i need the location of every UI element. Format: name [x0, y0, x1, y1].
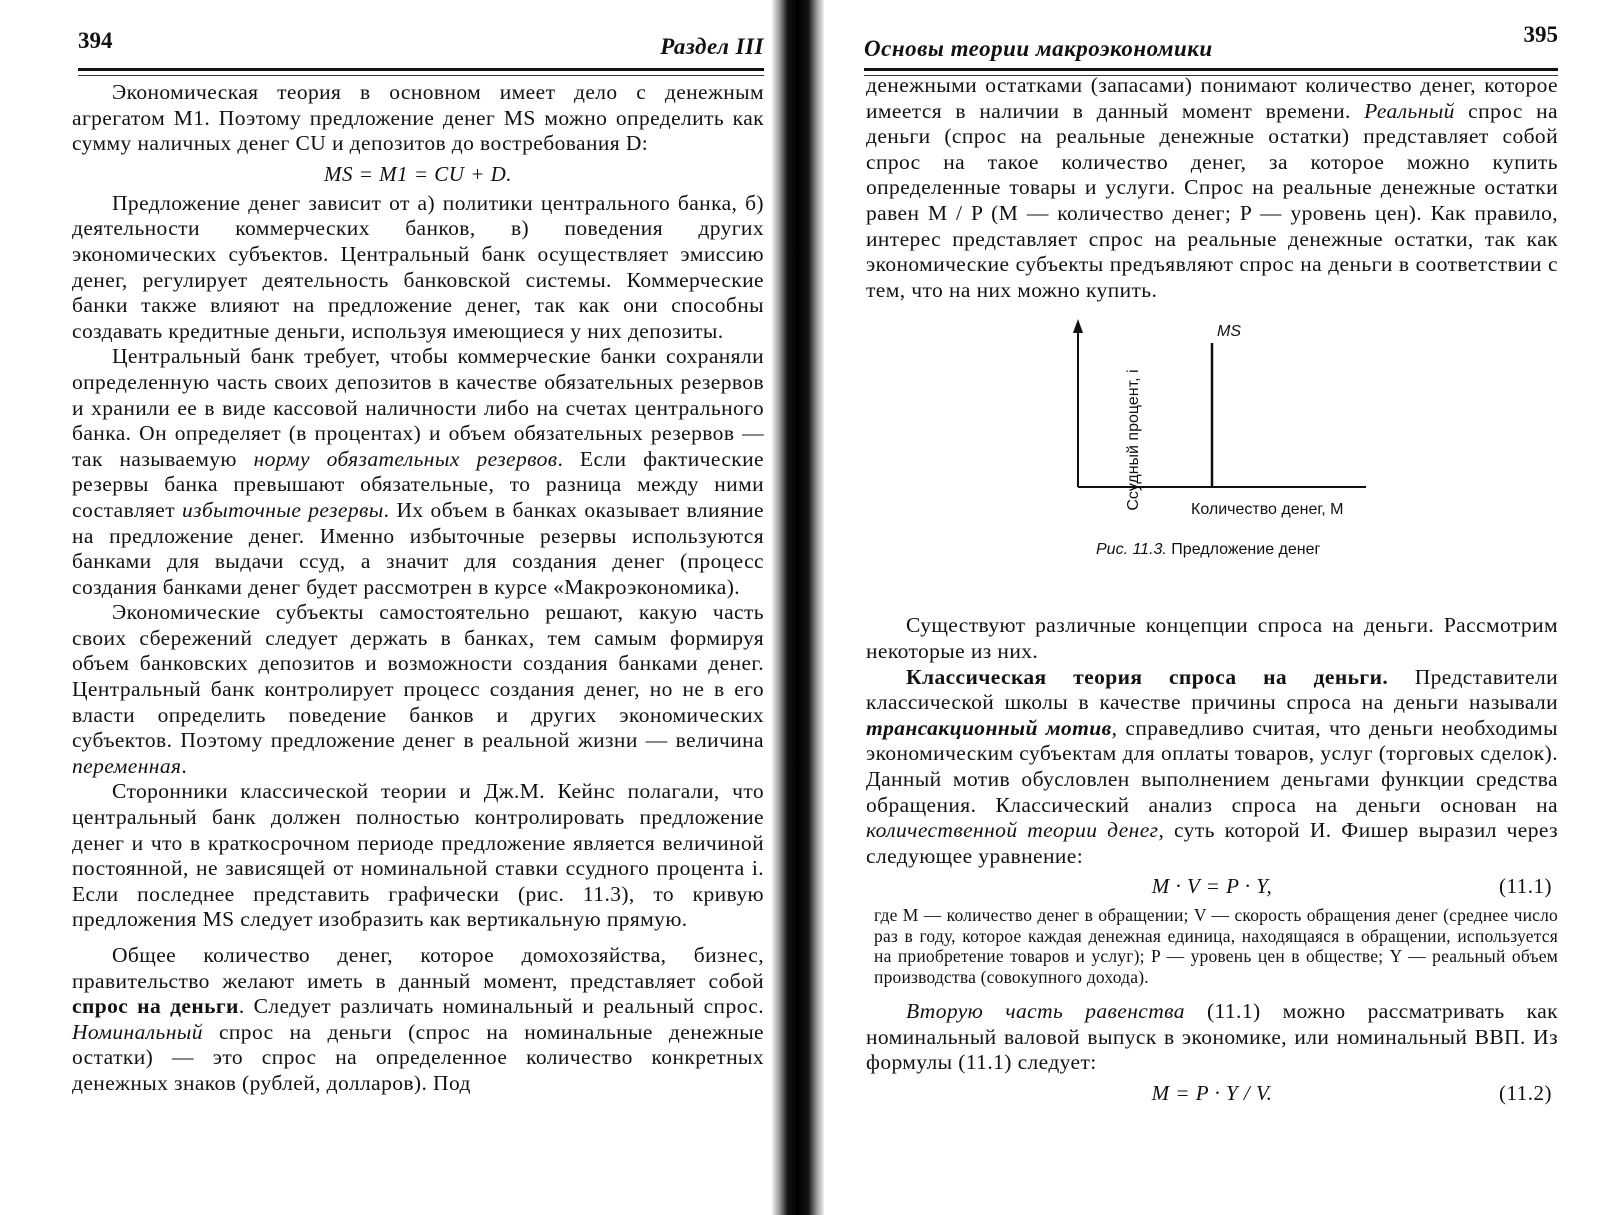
left-page-body: [72, 80, 764, 1097]
bold-term: Классическая теория спроса на деньги.: [906, 664, 1389, 689]
figure-money-supply: [866, 315, 1558, 605]
page-number: 394: [78, 28, 113, 53]
term: избыточные резервы: [182, 497, 384, 522]
text-run: , суть которой И. Фишер выразил через следующее уравнение:: [866, 818, 1558, 868]
y-axis-label: Ссудный процент, i: [1125, 369, 1142, 511]
formula-note: [874, 905, 1558, 987]
paragraph: [866, 665, 1558, 870]
term: норму обязательных резервов: [253, 446, 558, 471]
text-run: . Их объем в банках оказывает влияние на предложение денег. Именно избыточные резервы используются банками для выдачи ссуд, а значит для создания денег (процесс создания банками денег будет рассмотрен в курсе «Макроэкономика).: [72, 497, 764, 599]
text-run: (11.1) можно рассматривать как номинальный валовой выпуск в экономике, или номинальный ВВП. Из формулы (11.1) следует:: [866, 999, 1558, 1075]
term: Вторую часть равенства: [906, 999, 1185, 1024]
left-page-header: [78, 22, 764, 71]
formula-text: M = P · Y / V.: [1151, 1081, 1273, 1106]
running-title: Раздел III: [660, 34, 764, 59]
paragraph: [72, 943, 764, 1097]
formula-text: M · V = P · Y,: [1151, 874, 1273, 899]
term: переменная: [72, 753, 182, 778]
x-axis-label: Количество денег, M: [1191, 501, 1344, 519]
paragraph: Экономическая теория в основном имеет дело с денежным агрегатом М1. Поэтому предложение денег MS можно определить как сумму наличных денег CU и депозитов до востребования D:: [72, 80, 764, 156]
term: Реальный: [1364, 98, 1455, 123]
text-run: спрос на деньги (спрос на реальные денежные остатки) представляет собой спрос на такое количество денег, за которое можно купить определенные товары и услуги. Спрос на реальные денежные остатки равен M / P (M — количество денег; P — уровень цен). Как правило, интерес представляет спрос на реальные денежные остатки, так как экономические субъекты предъявляют спрос на деньги в соответствии с тем, что на них можно купить.: [866, 98, 1558, 302]
formula: MS = M1 = CU + D.: [323, 161, 513, 186]
term: количественной теории денег: [866, 818, 1159, 843]
paragraph: Сторонники классической теории и Дж.М. Кейнс полагали, что центральный банк должен полностью контролировать предложение денег и что в краткосрочном периоде предложение является величиной постоянной, не зависящей от номинальной ставки ссудного процента i. Если последнее представить графически (рис. 11.3), то кривую предложения MS следует изобразить как вертикальную прямую.: [72, 779, 764, 932]
text-run: . Следует различать номинальный и реальный спрос.: [238, 994, 764, 1019]
bold-term: спрос на деньги: [72, 994, 239, 1019]
equation-number: (11.1): [1499, 874, 1552, 899]
figure-graph: [866, 315, 1558, 605]
right-page-header: [864, 22, 1558, 71]
right-page-body: [866, 73, 1558, 1110]
text-run: Общее количество денег, которое домохозяйства, бизнес, правительство желают иметь в данный момент, представляет собой: [72, 943, 764, 993]
equation-number: (11.2): [1499, 1081, 1552, 1106]
paragraph: [866, 999, 1558, 1076]
text-run: Представители классической школы в качестве причины спроса на деньги называли: [866, 664, 1558, 715]
paragraph: [866, 73, 1558, 303]
paragraph: [72, 600, 764, 779]
paragraph: Существуют различные концепции спроса на деньги. Рассмотрим некоторые из них.: [866, 613, 1558, 663]
term: Номинальный: [72, 1019, 203, 1044]
book-gutter: [772, 0, 824, 1215]
formula-11-2: [866, 1078, 1558, 1108]
page-number: 395: [1523, 22, 1558, 47]
text-run: денежными остатками (запасами) понимают количество денег, которое имеется в наличии в данный момент времени.: [866, 73, 1558, 123]
text-run: Центральный банк требует, чтобы коммерческие банки сохраняли определенную часть своих депозитов в качестве обязательных резервов и хранили ее в виде кассовой наличности либо на счетах центрального банка. Он определяет (в процентах) и объем обязательных резервов — так называемую: [72, 344, 764, 471]
bold-italic-term: трансакционный мотив: [866, 715, 1112, 740]
right-page: [818, 0, 1600, 1215]
text-run: спрос на деньги (спрос на номинальные денежные остатки) — это спрос на определенное количество конкретных денежных знаков (рублей, долларов). Под: [72, 1019, 764, 1095]
running-title: Основы теории макроэкономики: [864, 36, 1213, 61]
paragraph: Предложение денег зависит от а) политики центрального банка, б) деятельности коммерческих банков, в) поведения других экономических субъектов. Центральный банк осуществляет эмиссию денег, регулирует деятельность банковской системы. Коммерческие банки также влияют на предложение денег, так как они способны создавать кредитные деньги, используя имеющиеся у них депозиты.: [72, 190, 764, 343]
caption-text: Предложение денег: [1166, 541, 1321, 559]
formula-11-1: [866, 871, 1558, 901]
text-run: . Если фактические резервы банка превышают обязательные, то разница между ними составляет: [72, 446, 764, 522]
figure-caption: [1096, 541, 1320, 559]
paragraph: [72, 344, 764, 600]
note-text: где M — количество денег в обращении; V — скорость обращения денег (среднее число раз в году, которое каждая денежная единица, находящаяся в обращении, используется на приобретение товаров и услуг); P — уровень цен в обществе; Y — реальный объем производства (совокупного дохода).: [874, 905, 1558, 987]
text-run: Экономические субъекты самостоятельно решают, какую часть своих сбережений следует держать в банках, тем самым формируя объем банковских депозитов и возможности создания банками денег. Центральный банк контролирует процесс создания денег, но не в его власти определить поведение банков и других экономических субъектов. Поэтому предложение денег в реальной жизни — величина: [72, 600, 764, 753]
y-axis-arrow: [1073, 319, 1083, 333]
ms-curve-label: MS: [1217, 323, 1241, 341]
left-page: [0, 0, 780, 1215]
text-run: .: [181, 753, 188, 778]
figure-ref: Рис. 11.3.: [1096, 541, 1167, 559]
text-run: , справедливо считая, что деньги необходимы экономическим субъектам для оплаты товаров, услуг (торговых сделок). Данный мотив обусловлен выполнением деньгами функции средства обращения. Классический анализ спроса на деньги основан на: [866, 715, 1558, 817]
